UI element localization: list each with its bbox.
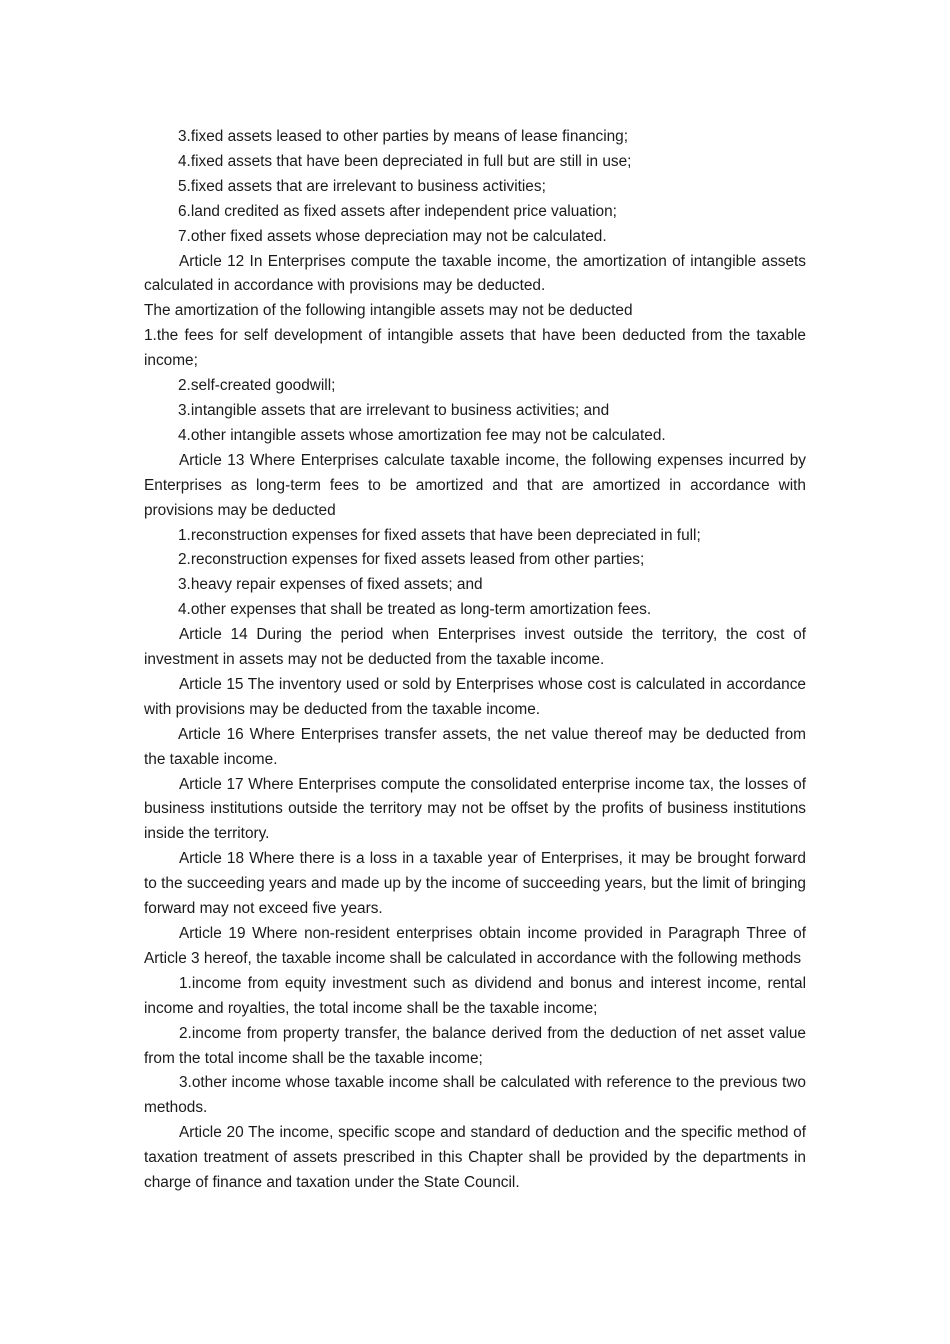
article-17: Article 17 Where Enterprises compute the consolidated enterprise income tax, the losses of business institutions outside the territory may not be offset by the profits of business institutions inside the territory. — [144, 775, 806, 843]
article-20: Article 20 The income, specific scope and standard of deduction and the specific method of taxation treatment of assets prescribed in this Chapter shall be provided by the departments in charge of finance and taxation under the State Council. — [144, 1124, 806, 1192]
list-item-method-3: 3.other income whose taxable income shall be calculated with reference to the previous two methods. — [144, 1074, 806, 1117]
list-item-method-1: 1.income from equity investment such as dividend and bonus and interest income, rental income and royalties, the total income shall be the taxable income; — [144, 974, 806, 1017]
list-item-fixed-assets-5: 5.fixed assets that are irrelevant to business activities; — [178, 177, 546, 195]
list-item-intangible-1: 1.the fees for self development of intangible assets that have been deducted from the taxable income; — [144, 327, 806, 370]
article-16: Article 16 Where Enterprises transfer assets, the net value thereof may be deducted from the taxable income. — [144, 725, 806, 768]
list-item-intangible-2: 2.self-created goodwill; — [178, 377, 336, 395]
list-item-intangible-4: 4.other intangible assets whose amortization fee may not be calculated. — [178, 426, 666, 444]
list-item-expenses-2: 2.reconstruction expenses for fixed assets leased from other parties; — [178, 551, 645, 569]
list-item-method-2: 2.income from property transfer, the balance derived from the deduction of net asset value from the total income shall be the taxable income; — [144, 1024, 806, 1067]
list-item-fixed-assets-4: 4.fixed assets that have been depreciated in full but are still in use; — [178, 152, 632, 170]
list-item-fixed-assets-7: 7.other fixed assets whose depreciation may not be calculated. — [178, 227, 607, 245]
article-19: Article 19 Where non-resident enterprises obtain income provided in Paragraph Three of Article 3 hereof, the taxable income shall be calculated in accordance with the following methods — [144, 925, 806, 967]
article-15: Article 15 The inventory used or sold by Enterprises whose cost is calculated in accordance with provisions may be deducted from the taxable income. — [144, 675, 806, 718]
document-page — [144, 125, 806, 1196]
list-item-expenses-4: 4.other expenses that shall be treated as long-term amortization fees. — [178, 601, 652, 619]
list-item-expenses-1: 1.reconstruction expenses for fixed assets that have been depreciated in full; — [178, 526, 701, 544]
article-12-subheading: The amortization of the following intangible assets may not be deducted — [144, 302, 633, 320]
list-item-intangible-3: 3.intangible assets that are irrelevant to business activities; and — [178, 401, 610, 419]
article-12: Article 12 In Enterprises compute the taxable income, the amortization of intangible assets calculated in accordance with provisions may be deducted. — [144, 252, 806, 295]
article-18: Article 18 Where there is a loss in a taxable year of Enterprises, it may be brought forward to the succeeding years and made up by the income of succeeding years, but the limit of bringing forward may not exceed five years. — [144, 850, 806, 918]
list-item-expenses-3: 3.heavy repair expenses of fixed assets; and — [178, 576, 483, 594]
list-item-fixed-assets-6: 6.land credited as fixed assets after independent price valuation; — [178, 202, 617, 220]
article-14: Article 14 During the period when Enterprises invest outside the territory, the cost of investment in assets may not be deducted from the taxable income. — [144, 626, 806, 669]
list-item-fixed-assets-3: 3.fixed assets leased to other parties by means of lease financing; — [178, 128, 629, 145]
article-13: Article 13 Where Enterprises calculate taxable income, the following expenses incurred by Enterprises as long-term fees to be amortized and that are amortized in accordance with provisions may be deducted — [144, 451, 806, 519]
